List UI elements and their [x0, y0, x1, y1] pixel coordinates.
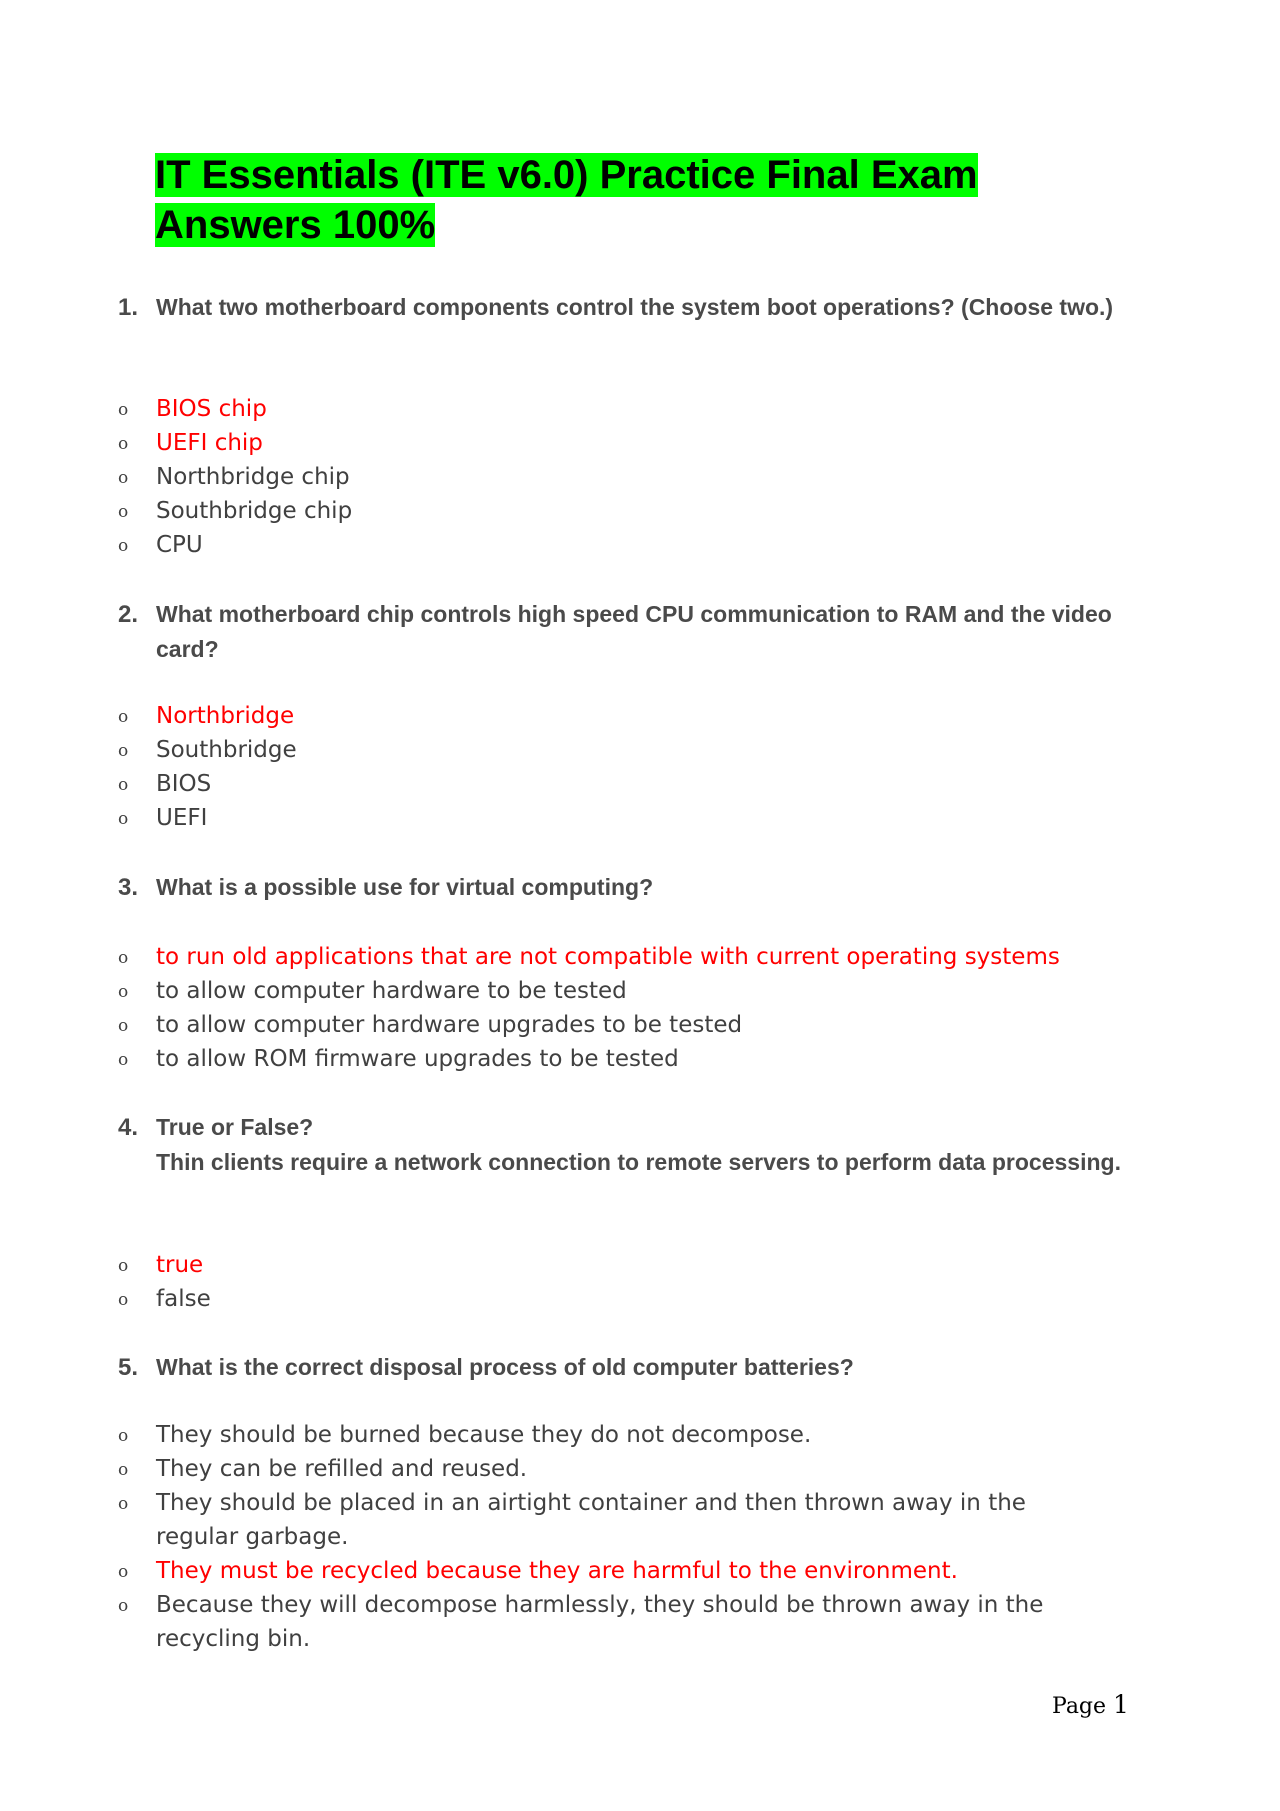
question-4 [118, 1110, 1128, 1180]
page-title [155, 150, 1055, 250]
bullet-icon: o [118, 1460, 129, 1480]
answer-label: Northbridge chip [156, 464, 350, 490]
bullet-icon: o [118, 434, 129, 454]
question-text-2: Thin clients require a network connection to remote servers to perform data processing. [156, 1149, 1121, 1175]
bullet-icon: o [118, 809, 129, 829]
answer-label: to run old applications that are not compatible with current operating systems [156, 944, 1060, 970]
answer-list-1 [118, 392, 1158, 562]
bullet-icon: o [118, 502, 129, 522]
bullet-icon: o [118, 775, 129, 795]
answer-label: to allow computer hardware upgrades to be tested [156, 1012, 743, 1038]
answer-label: Southbridge [156, 737, 297, 763]
answer-label: They can be refilled and reused. [156, 1456, 528, 1482]
answer-option [118, 528, 1158, 562]
question-1 [118, 290, 1128, 325]
answer-label: UEFI [156, 805, 208, 831]
bullet-icon: o [118, 1016, 129, 1036]
answer-label: Southbridge chip [156, 498, 353, 524]
answer-option [118, 940, 1158, 974]
answer-label: to allow ROM firmware upgrades to be tested [156, 1046, 679, 1072]
answer-option [118, 494, 1158, 528]
bullet-icon: o [118, 982, 129, 1002]
question-number: 4. [118, 1114, 139, 1141]
page-footer [1052, 1690, 1129, 1719]
answer-label: BIOS [156, 771, 212, 797]
question-number: 2. [118, 601, 139, 628]
bullet-icon: o [118, 1290, 129, 1310]
question-text: What motherboard chip controls high speed CPU communication to RAM and the video card? [156, 601, 1112, 662]
answer-list-3 [118, 940, 1158, 1076]
question-number: 3. [118, 874, 139, 901]
page-number: 1 [1113, 1690, 1129, 1719]
bullet-icon: o [118, 1050, 129, 1070]
answer-list-2 [118, 699, 1158, 835]
bullet-icon: o [118, 741, 129, 761]
answer-label: Because they will decompose harmlessly, they should be thrown away in the recycling bin. [156, 1592, 1044, 1652]
answer-option [118, 699, 1158, 733]
answer-option [118, 733, 1158, 767]
answer-option [118, 1042, 1158, 1076]
question-number: 1. [118, 294, 139, 321]
question-5 [118, 1350, 1128, 1385]
question-text: What is the correct disposal process of old computer batteries? [156, 1354, 854, 1380]
bullet-icon: o [118, 1596, 129, 1616]
question-3 [118, 870, 1128, 905]
answer-label: BIOS chip [156, 396, 267, 422]
answer-label: CPU [156, 532, 203, 558]
answer-option [118, 1008, 1158, 1042]
answer-option [118, 1452, 1078, 1486]
answer-option [118, 974, 1158, 1008]
bullet-icon: o [118, 1562, 129, 1582]
bullet-icon: o [118, 400, 129, 420]
bullet-icon: o [118, 536, 129, 556]
answer-option [118, 767, 1158, 801]
bullet-icon: o [118, 1256, 129, 1276]
answer-option [118, 1418, 1078, 1452]
question-text: True or False? [156, 1114, 314, 1140]
question-text: What two motherboard components control the system boot operations? (Choose two.) [156, 294, 1114, 320]
page-label: Page [1052, 1694, 1107, 1719]
answer-label: They should be burned because they do not decompose. [156, 1422, 812, 1448]
answer-list-5 [118, 1418, 1078, 1656]
answer-list-4 [118, 1248, 1158, 1316]
question-text: What is a possible use for virtual computing? [156, 874, 654, 900]
answer-label: false [156, 1286, 211, 1312]
answer-option [118, 1248, 1158, 1282]
answer-option [118, 392, 1158, 426]
answer-option [118, 1588, 1078, 1656]
question-2 [118, 597, 1128, 667]
bullet-icon: o [118, 1426, 129, 1446]
answer-option [118, 460, 1158, 494]
answer-label: to allow computer hardware to be tested [156, 978, 627, 1004]
answer-label: true [156, 1252, 204, 1278]
title-highlight: IT Essentials (ITE v6.0) Practice Final Exam Answers 100% [155, 153, 978, 247]
answer-option [118, 426, 1158, 460]
answer-option [118, 1282, 1158, 1316]
question-number: 5. [118, 1354, 139, 1381]
answer-label: They should be placed in an airtight container and then thrown away in the regular garbage. [156, 1490, 1026, 1550]
bullet-icon: o [118, 468, 129, 488]
answer-option [118, 801, 1158, 835]
answer-option [118, 1486, 1078, 1554]
bullet-icon: o [118, 1494, 129, 1514]
bullet-icon: o [118, 707, 129, 727]
answer-option [118, 1554, 1078, 1588]
answer-label: Northbridge [156, 703, 295, 729]
bullet-icon: o [118, 948, 129, 968]
answer-label: UEFI chip [156, 430, 263, 456]
answer-label: They must be recycled because they are harmful to the environment. [156, 1558, 958, 1584]
